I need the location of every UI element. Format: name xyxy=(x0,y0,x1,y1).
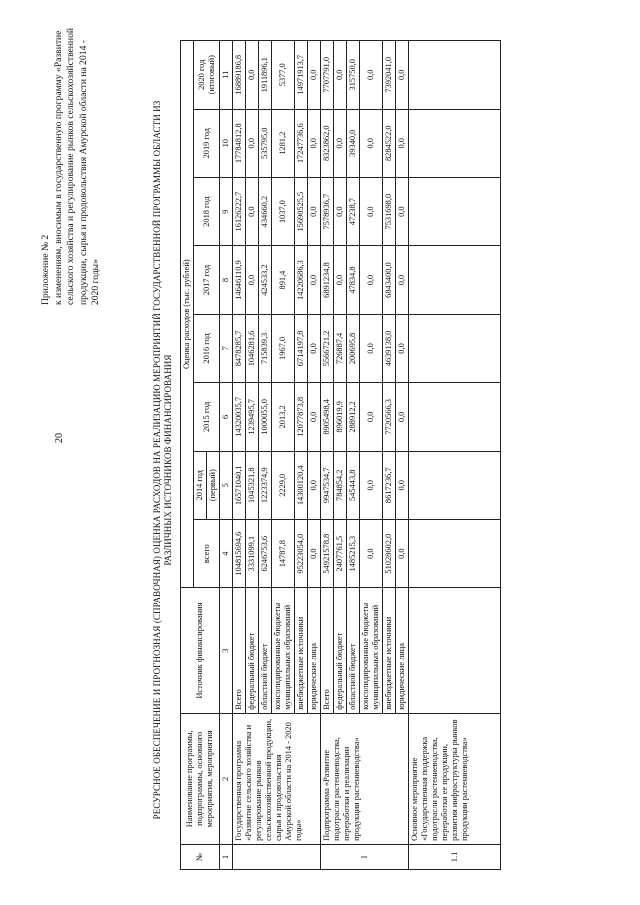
amount-cell: 1223374,9 xyxy=(259,451,272,519)
amount-cell: 0,0 xyxy=(334,177,347,245)
amount-cell: 6714197,8 xyxy=(295,314,308,382)
appendix-line: 2020 годы» xyxy=(90,259,102,305)
amount-cell: 7392041,0 xyxy=(383,41,396,110)
header-total: всего xyxy=(194,519,220,587)
amount-cell: 16571040,1 xyxy=(233,451,246,519)
amount-cell: 8478285,7 xyxy=(233,314,246,382)
amount-cell: 2229,0 xyxy=(272,451,295,519)
amount-cell: 47238,7 xyxy=(347,177,360,245)
amount-cell: 0,0 xyxy=(246,109,259,177)
amount-cell: 16889186,8 xyxy=(233,41,246,110)
amount-cell: 0,0 xyxy=(360,519,383,587)
funding-source: Всего xyxy=(321,588,334,713)
header-year-2016: 2016 год xyxy=(194,314,220,382)
amount-cell: 16126222,7 xyxy=(233,177,246,245)
column-index: 7 xyxy=(220,314,233,382)
amount-cell: 2407761,5 xyxy=(334,519,347,587)
funding-source: внебюджетные источники xyxy=(295,588,308,713)
amount-cell: 715839,3 xyxy=(259,314,272,382)
amount-cell: 1045321,8 xyxy=(246,451,259,519)
column-index: 1 xyxy=(220,844,233,869)
amount-cell: 7531698,0 xyxy=(383,177,396,245)
column-index: 3 xyxy=(220,588,233,713)
amount-cell: 0,0 xyxy=(396,246,409,314)
amount-cell: 0,0 xyxy=(308,314,321,382)
funding-source: юридические лица xyxy=(308,588,321,713)
amount-cell: 0,0 xyxy=(396,451,409,519)
program-name: Подпрограмма «Развитие подотрасли растениеводства, переработки и реализации продукции растениеводства» xyxy=(321,713,409,844)
appendix-line: к изменениям, вносимым в государственную программу «Развитие xyxy=(52,30,64,305)
funding-source: федеральный бюджет xyxy=(246,588,259,713)
amount-cell: 7707791,0 xyxy=(321,41,334,110)
funding-source: юридические лица xyxy=(396,588,409,713)
header-year-note: (итоговый) xyxy=(206,55,216,95)
funding-source: областной бюджет xyxy=(259,588,272,713)
amount-cell: 17784812,8 xyxy=(233,109,246,177)
amount-cell: 15690525,5 xyxy=(295,177,308,245)
amount-cell: 784854,2 xyxy=(334,451,347,519)
column-index: 9 xyxy=(220,177,233,245)
header-year-label: 2014 год xyxy=(195,470,204,501)
header-year-2018: 2018 год xyxy=(194,177,220,245)
amount-cell: 9947534,7 xyxy=(321,451,334,519)
funding-source: консолидированные бюджеты муниципальных образований xyxy=(360,588,383,713)
column-index: 5 xyxy=(220,451,233,519)
amount-cell: 12077873,8 xyxy=(295,383,308,451)
amount-cell: 0,0 xyxy=(360,451,383,519)
amount-cell: 0,0 xyxy=(246,246,259,314)
amount-cell xyxy=(409,383,501,451)
amount-cell: 3331099,1 xyxy=(246,519,259,587)
amount-cell: 0,0 xyxy=(360,109,383,177)
header-year-2019: 2019 год xyxy=(194,109,220,177)
heading-line: РАЗЛИЧНЫХ ИСТОЧНИКОВ ФИНАНСИРОВАНИЯ xyxy=(163,354,173,566)
amount-cell: 0,0 xyxy=(246,41,259,110)
amount-cell: 315750,0 xyxy=(347,41,360,110)
amount-cell: 0,0 xyxy=(360,383,383,451)
amount-cell: 5377,0 xyxy=(272,41,295,110)
amount-cell: 0,0 xyxy=(360,246,383,314)
amount-cell: 0,0 xyxy=(334,246,347,314)
amount-cell: 0,0 xyxy=(396,41,409,110)
amount-cell xyxy=(409,177,501,245)
amount-cell: 200695,8 xyxy=(347,314,360,382)
amount-cell: 8905498,4 xyxy=(321,383,334,451)
amount-cell: 0,0 xyxy=(396,177,409,245)
header-number: № xyxy=(181,844,220,869)
amount-cell: 0,0 xyxy=(334,109,347,177)
amount-cell: 2013,2 xyxy=(272,383,295,451)
header-source: Источник финансирования xyxy=(181,588,220,713)
row-number: 1.1 xyxy=(409,844,501,869)
heading-line: РЕСУРСНОЕ ОБЕСПЕЧЕНИЕ И ПРОГНОЗНАЯ (СПРАВОЧНАЯ) ОЦЕНКА РАСХОДОВ НА РЕАЛИЗАЦИЮ МЕРОПРИЯТИЙ ГОСУДАРСТВЕННОЙ ПРОГРАММЫ ОБЛАСТИ ИЗ xyxy=(152,100,162,820)
amount-cell: 896019,9 xyxy=(334,383,347,451)
amount-cell: 0,0 xyxy=(396,314,409,382)
program-name: Основное мероприятие «Государственная поддержка подотрасли растениеводства, переработки ее продукции, развития инфраструктуры рынков продукции растениеводства» xyxy=(409,713,501,844)
page-number: 20 xyxy=(54,433,65,443)
table-row xyxy=(233,41,246,870)
amount-cell: 1967,0 xyxy=(272,314,295,382)
header-year-2015: 2015 год xyxy=(194,383,220,451)
amount-cell: 0,0 xyxy=(334,41,347,110)
amount-cell: 6891234,8 xyxy=(321,246,334,314)
amount-cell: 1037,0 xyxy=(272,177,295,245)
amount-cell: 434660,2 xyxy=(259,177,272,245)
funding-source xyxy=(409,588,501,713)
header-year-2020 xyxy=(194,41,220,110)
amount-cell: 104815694,6 xyxy=(233,519,246,587)
funding-source: Всего xyxy=(233,588,246,713)
amount-cell: 545443,8 xyxy=(347,451,360,519)
amount-cell xyxy=(409,41,501,110)
appendix-line: сельского хозяйства и регулирование рынков сельскохозяйственной xyxy=(65,28,77,305)
amount-cell xyxy=(409,109,501,177)
amount-cell: 95223054,0 xyxy=(295,519,308,587)
amount-cell: 0,0 xyxy=(308,41,321,110)
amount-cell: 51028602,0 xyxy=(383,519,396,587)
column-index: 6 xyxy=(220,383,233,451)
amount-cell: 7578936,7 xyxy=(321,177,334,245)
amount-cell: 14320035,7 xyxy=(233,383,246,451)
amount-cell: 8617236,7 xyxy=(383,451,396,519)
amount-cell: 0,0 xyxy=(308,109,321,177)
amount-cell: 0,0 xyxy=(360,41,383,110)
header-year-note: (первый) xyxy=(206,452,218,519)
appendix-title: Приложение № 2 xyxy=(40,234,51,305)
amount-cell: 0,0 xyxy=(396,383,409,451)
amount-cell: 1239495,7 xyxy=(246,383,259,451)
amount-cell: 1281,2 xyxy=(272,109,295,177)
header-year-2014 xyxy=(194,451,220,519)
amount-cell: 54921578,8 xyxy=(321,519,334,587)
amount-cell xyxy=(409,246,501,314)
column-index: 4 xyxy=(220,519,233,587)
appendix-line: продукции, сырья и продовольствия Амурской области на 2014 - xyxy=(77,40,89,305)
amount-cell: 0,0 xyxy=(360,314,383,382)
funding-source: областной бюджет xyxy=(347,588,360,713)
amount-cell: 14787,8 xyxy=(272,519,295,587)
amount-cell: 0,0 xyxy=(308,519,321,587)
amount-cell: 47834,8 xyxy=(347,246,360,314)
column-index: 2 xyxy=(220,713,233,844)
amount-cell: 1046281,6 xyxy=(246,314,259,382)
amount-cell: 1485215,3 xyxy=(347,519,360,587)
column-index: 10 xyxy=(220,109,233,177)
amount-cell: 6843400,0 xyxy=(383,246,396,314)
amount-cell: 891,4 xyxy=(272,246,295,314)
amount-cell: 1911896,1 xyxy=(259,41,272,110)
amount-cell: 39340,0 xyxy=(347,109,360,177)
amount-cell: 0,0 xyxy=(308,383,321,451)
amount-cell: 8284522,0 xyxy=(383,109,396,177)
amount-cell: 0,0 xyxy=(360,177,383,245)
amount-cell: 8323862,0 xyxy=(321,109,334,177)
amount-cell: 535795,0 xyxy=(259,109,272,177)
row-number xyxy=(233,844,321,869)
funding-source: консолидированные бюджеты муниципальных образований xyxy=(272,588,295,713)
column-index-row xyxy=(220,41,233,870)
header-year-2017: 2017 год xyxy=(194,246,220,314)
table-row xyxy=(409,41,501,870)
column-index: 11 xyxy=(220,41,233,110)
amount-cell: 5566721,2 xyxy=(321,314,334,382)
column-index: 8 xyxy=(220,246,233,314)
amount-cell xyxy=(409,314,501,382)
amount-cell: 0,0 xyxy=(396,109,409,177)
funding-table xyxy=(180,40,501,870)
header-estimate: Оценка расходов (тыс. рублей) xyxy=(181,41,194,588)
amount-cell: 4639138,0 xyxy=(383,314,396,382)
header-year-label: 2020 год xyxy=(196,59,206,90)
header-name: Наименование программы, подпрограммы, основного мероприятия, мероприятия xyxy=(181,713,220,844)
amount-cell: 0,0 xyxy=(308,451,321,519)
funding-source: федеральный бюджет xyxy=(334,588,347,713)
amount-cell: 6246753,6 xyxy=(259,519,272,587)
amount-cell xyxy=(409,519,501,587)
amount-cell xyxy=(409,451,501,519)
amount-cell: 0,0 xyxy=(308,177,321,245)
row-number: I xyxy=(321,844,409,869)
amount-cell: 0,0 xyxy=(396,519,409,587)
table-body xyxy=(220,41,501,870)
amount-cell: 14300120,4 xyxy=(295,451,308,519)
appendix-note xyxy=(40,5,103,305)
amount-cell: 14971913,7 xyxy=(295,41,308,110)
amount-cell: 1000055,0 xyxy=(259,383,272,451)
amount-cell: 288912,2 xyxy=(347,383,360,451)
amount-cell: 7720566,3 xyxy=(383,383,396,451)
amount-cell: 0,0 xyxy=(246,177,259,245)
amount-cell: 726887,4 xyxy=(334,314,347,382)
table-row xyxy=(321,41,334,870)
amount-cell: 14646110,9 xyxy=(233,246,246,314)
amount-cell: 424533,2 xyxy=(259,246,272,314)
amount-cell: 14220686,3 xyxy=(295,246,308,314)
program-name: Государственная программа «Развитие сельского хозяйства и регулирование рынков сельскохозяйственной продукции, сырья и продовольствия Амурской области на 2014 - 2020 годы» xyxy=(233,713,321,844)
funding-source: внебюджетные источники xyxy=(383,588,396,713)
amount-cell: 17247736,6 xyxy=(295,109,308,177)
amount-cell: 0,0 xyxy=(308,246,321,314)
document-heading xyxy=(152,70,174,850)
